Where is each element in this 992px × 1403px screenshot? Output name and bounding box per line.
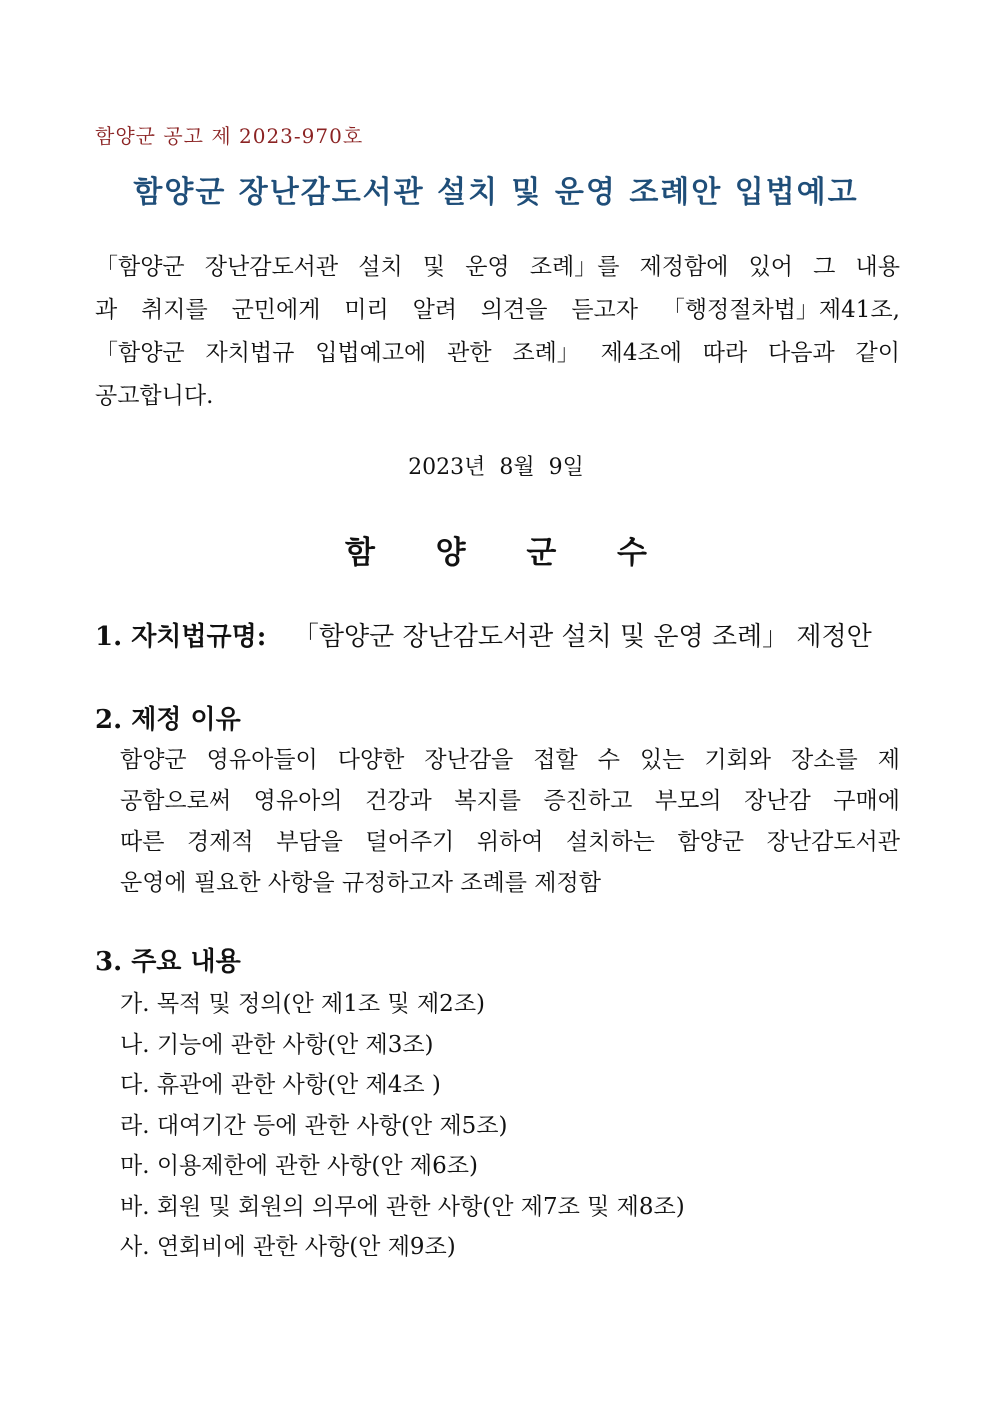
intro-line: 「함양군 자치법규 입법예고에 관한 조례」 제4조에 따라 다음과 같이: [95, 340, 900, 366]
section-heading: 1. 자치법규명:: [95, 622, 267, 652]
intro-paragraph: [95, 246, 900, 418]
reason-line: 함양군 영유아들이 다양한 장난감을 접할 수 있는 기회와 장소를 제: [120, 747, 900, 773]
notice-number: 함양군 공고 제 2023-970호: [95, 124, 364, 148]
section-law-name: [95, 617, 900, 657]
issuer-char: 함: [345, 535, 375, 571]
law-name-value: 「함양군 장난감도서관 설치 및 운영 조례」 제정안: [292, 622, 872, 652]
list-item: 다. 휴관에 관한 사항(안 제4조 ): [120, 1072, 441, 1098]
document-title: 함양군 장난감도서관 설치 및 운영 조례안 입법예고: [133, 175, 859, 210]
reason-paragraph: [120, 740, 900, 904]
issuer-char: 양: [435, 535, 466, 571]
intro-line: 공고합니다.: [95, 383, 214, 409]
reason-line: 운영에 필요한 사항을 규정하고자 조례를 제정함: [120, 870, 601, 896]
intro-line: 「함양군 장난감도서관 설치 및 운영 조례」를 제정함에 있어 그 내용: [95, 254, 900, 280]
list-item: 사. 연회비에 관한 사항(안 제9조): [120, 1234, 456, 1260]
notice-date: 2023년 8월 9일: [408, 455, 584, 480]
content-list: [120, 984, 900, 1268]
list-item: 바. 회원 및 회원의 의무에 관한 사항(안 제7조 및 제8조): [120, 1193, 685, 1220]
section-heading: 2. 제정 이유: [95, 705, 241, 735]
list-item: 마. 이용제한에 관한 사항(안 제6조): [120, 1153, 478, 1179]
issuer-char: 군: [526, 535, 557, 571]
list-item: 라. 대여기간 등에 관한 사항(안 제5조): [120, 1112, 508, 1139]
issuer-name: [345, 527, 647, 572]
intro-line: 과 취지를 군민에게 미리 알려 의견을 듣고자 「행정절차법」제41조,: [95, 297, 900, 323]
section-main-content: [95, 942, 900, 1268]
section-reason: [95, 700, 900, 904]
list-item: 나. 기능에 관한 사항(안 제3조): [120, 1031, 434, 1058]
section-heading: 3. 주요 내용: [95, 947, 241, 977]
reason-line: 공함으로써 영유아의 건강과 복지를 증진하고 부모의 장난감 구매에: [120, 788, 900, 814]
list-item: 가. 목적 및 정의(안 제1조 및 제2조): [120, 991, 486, 1017]
issuer-char: 수: [617, 535, 647, 571]
reason-line: 따른 경제적 부담을 덜어주기 위하여 설치하는 함양군 장난감도서관: [120, 829, 900, 855]
